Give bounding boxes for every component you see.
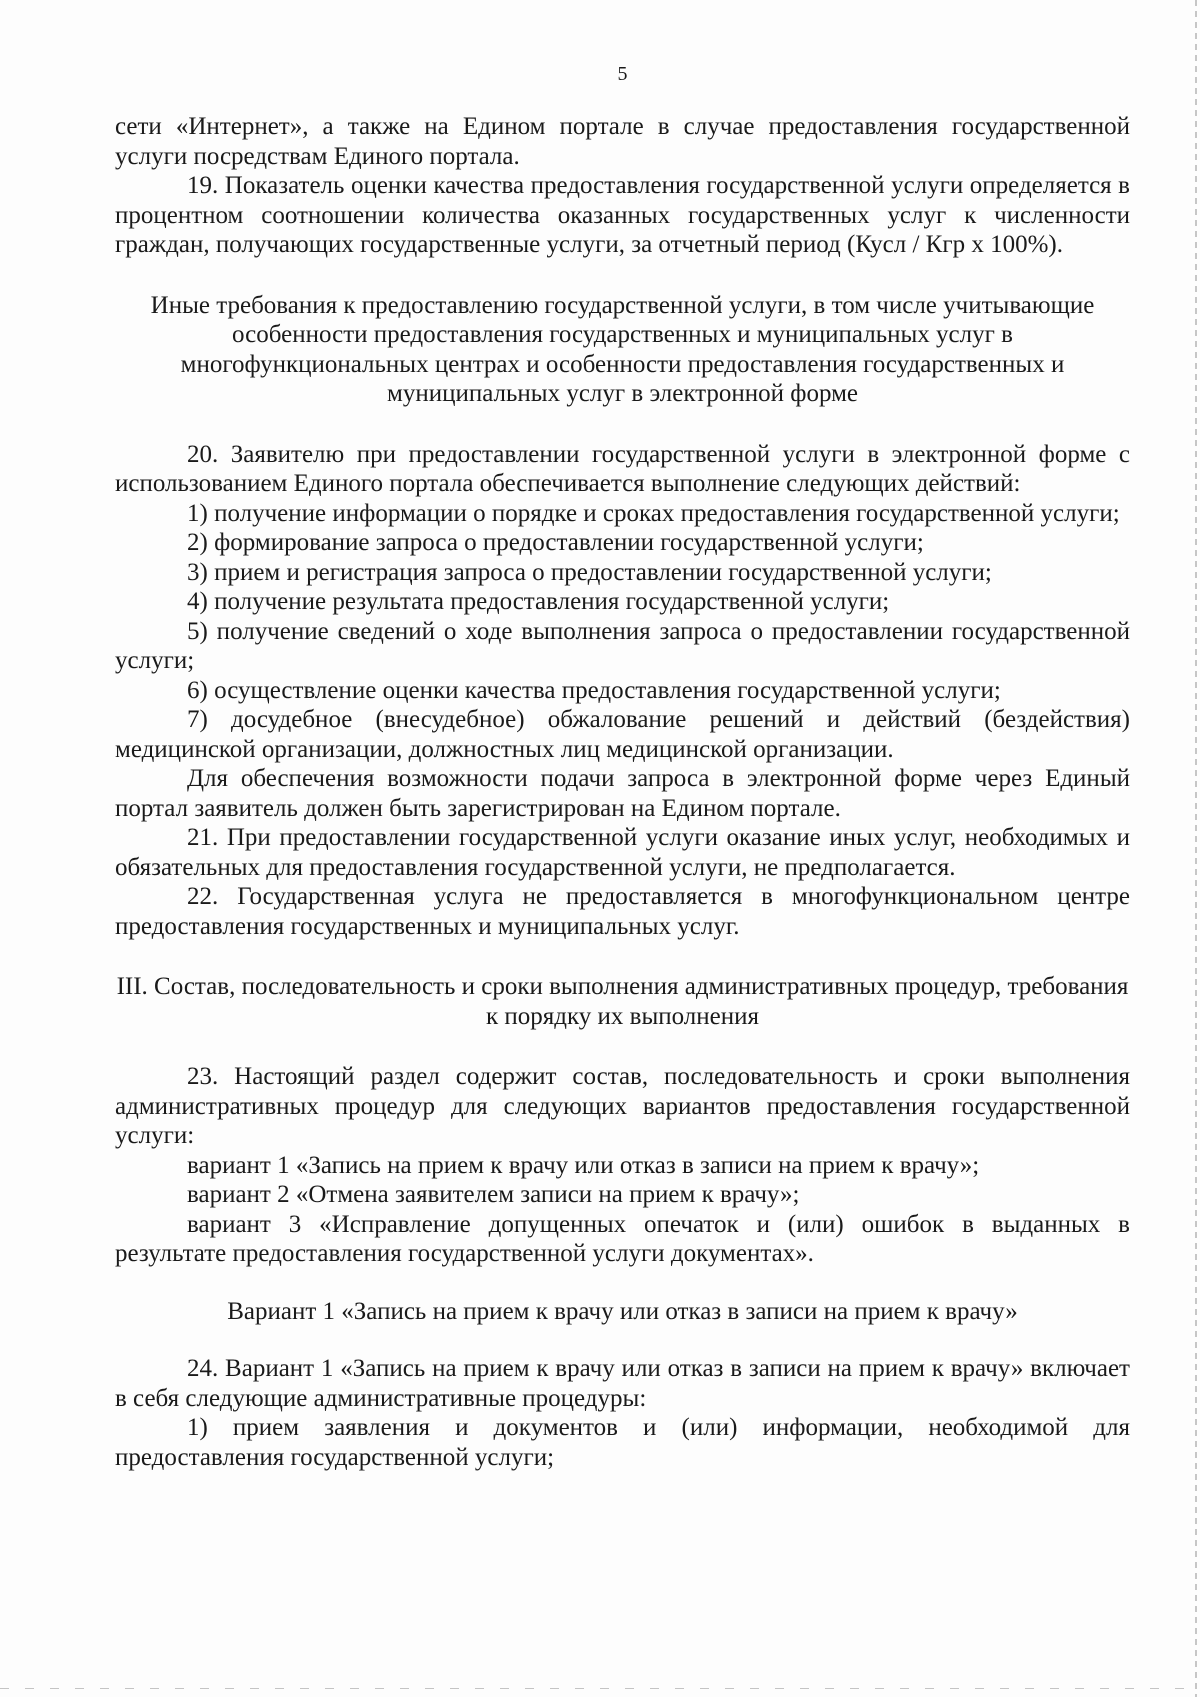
list-item: вариант 3 «Исправление допущенных опечаток и (или) ошибок в выданных в результате предоставления государственной услуги документах». — [115, 1210, 1130, 1267]
scan-edge-bottom — [0, 1688, 1200, 1689]
section-heading: Иные требования к предоставлению государственной услуги, в том числе учитывающие особенности предоставления государственных и муниципальных услуг в многофункциональных центрах и особенности предоставления государственных и муниципальных услуг в электронной форме — [150, 291, 1095, 407]
subsection-heading: Вариант 1 «Запись на прием к врачу или отказ в записи на прием к врачу» — [227, 1297, 1018, 1325]
paragraph: 23. Настоящий раздел содержит состав, последовательность и сроки выполнения административных процедур для следующих вариантов предоставления государственной услуги: — [115, 1063, 1130, 1149]
paragraph: 20. Заявителю при предоставлении государственной услуги в электронной форме с использованием Единого портала обеспечивается выполнение следующих действий: — [115, 440, 1130, 497]
list-item: 7) досудебное (внесудебное) обжалование решений и действий (бездействия) медицинской организации, должностных лиц медицинской организации. — [115, 706, 1130, 763]
paragraph: 19. Показатель оценки качества предоставления государственной услуги определяется в процентном соотношении количества оказанных государственных услуг к численности граждан, получающих государственные услуги, за отчетный период (Кусл / Кгр х 100%). — [115, 172, 1130, 258]
list-item: 1) получение информации о порядке и сроках предоставления государственной услуги; — [187, 499, 1120, 527]
list-item: 6) осуществление оценки качества предоставления государственной услуги; — [187, 676, 1001, 704]
paragraph: 21. При предоставлении государственной услуги оказание иных услуг, необходимых и обязательных для предоставления государственной услуги, не предполагается. — [115, 824, 1130, 881]
section-heading: III. Состав, последовательность и сроки выполнения административных процедур, требования к порядку их выполнения — [116, 973, 1129, 1030]
list-item: 2) формирование запроса о предоставлении государственной услуги; — [187, 529, 924, 556]
page-number: 5 — [617, 63, 628, 85]
list-item: 5) получение сведений о ходе выполнения запроса о предоставлении государственной услуги; — [115, 617, 1130, 674]
list-item: вариант 2 «Отмена заявителем записи на прием к врачу»; — [187, 1181, 800, 1208]
list-item: 4) получение результата предоставления государственной услуги; — [187, 588, 890, 615]
scan-edge-right — [1195, 0, 1197, 1697]
paragraph: сети «Интернет», а также на Едином портале в случае предоставления государственной услуги посредствам Единого портала. — [115, 113, 1130, 170]
paragraph: Для обеспечения возможности подачи запроса в электронной форме через Единый портал заявитель должен быть зарегистрирован на Едином портале. — [115, 765, 1130, 822]
list-item: 3) прием и регистрация запроса о предоставлении государственной услуги; — [187, 558, 992, 586]
paragraph: 22. Государственная услуга не предоставляется в многофункциональном центре предоставления государственных и муниципальных услуг. — [115, 883, 1130, 940]
list-item: 1) прием заявления и документов и (или) информации, необходимой для предоставления государственной услуги; — [115, 1414, 1130, 1471]
document-body — [115, 112, 1130, 1472]
list-item: вариант 1 «Запись на прием к врачу или отказ в записи на прием к врачу»; — [187, 1151, 980, 1179]
paragraph: 24. Вариант 1 «Запись на прием к врачу или отказ в записи на прием к врачу» включает в себя следующие административные процедуры: — [115, 1355, 1130, 1412]
